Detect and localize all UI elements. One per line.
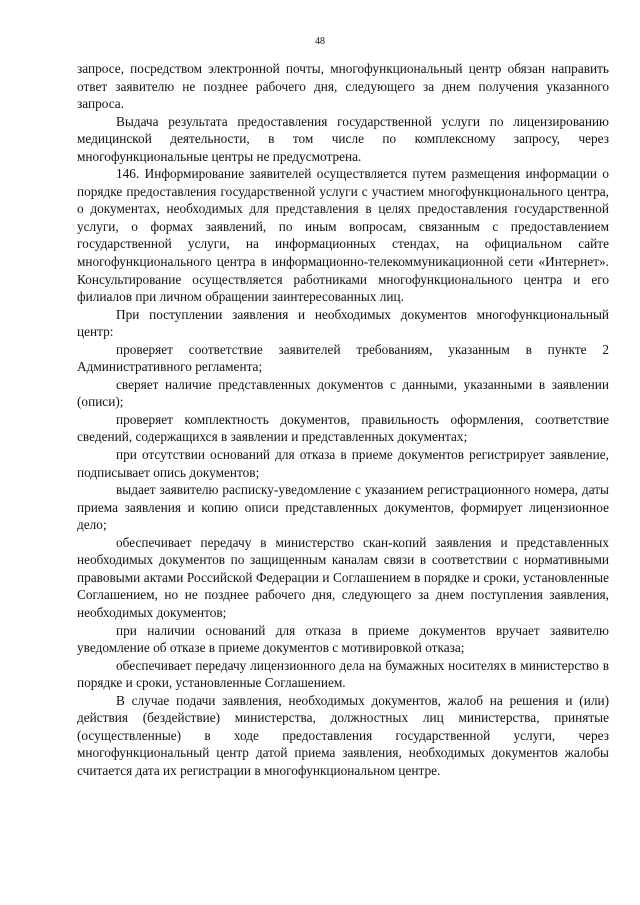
list-item-checks-compliance: проверяет соответствие заявителей требованиям, указанным в пункте 2 Административного регламента; [77, 341, 609, 375]
paragraph-item-146: 146. Информирование заявителей осуществляется путем размещения информации о порядке предоставления государственной услуги с участием многофункционального центра, о документах, необходимых для представления в целях предоставления государственной услуги, о формах заявлений, по иным вопросам, связанным с предоставлением государственной услуги, на информационных стендах, на официальном сайте многофункционального центра в информационно-телекоммуникационной сети «Интернет». Консультирование осуществляется работниками многофункционального центра и его филиалов при личном обращении заинтересованных лиц. [77, 166, 609, 305]
list-item-issues-receipt: выдает заявителю расписку-уведомление с указанием регистрационного номера, даты приема заявления и копию описи представленных документов, формирует лицензионное дело; [77, 482, 609, 533]
document-body [77, 60, 609, 779]
page-number: 48 [315, 36, 325, 47]
list-item-registers-application: при отсутствии оснований для отказа в приеме документов регистрирует заявление, подписывает опись документов; [77, 447, 609, 480]
paragraph-continuation: запросе, посредством электронной почты, многофункциональный центр обязан направить ответ заявителю не позднее рабочего дня, следующего за днем получения указанного запроса. [77, 61, 609, 112]
list-item-transfers-paper-file: обеспечивает передачу лицензионного дела на бумажных носителях в министерство в порядке и сроки, установленные Соглашением. [77, 657, 609, 691]
list-item-transfers-scans: обеспечивает передачу в министерство скан-копий заявления и представленных необходимых документов по защищенным каналам связи в соответствии с нормативными правовыми актами Российской Федерации и Соглашением в порядке и сроки, установленные Соглашением, но не позднее рабочего дня, следующего за днем поступления заявления, необходимых документов; [77, 534, 609, 620]
list-item-checks-completeness: проверяет комплектность документов, правильность оформления, соответствие сведений, содержащихся в заявлении и представленных документах; [77, 411, 609, 445]
paragraph-application-date: В случае подачи заявления, необходимых документов, жалоб на решения и (или) действия (бездействие) министерства, должностных лиц министерства, принятые (осуществленные) в ходе предоставления государственной услуги, через многофункциональный центр датой приема заявления, необходимых документов жалобы считается дата их регистрации в многофункциональном центре. [77, 692, 609, 778]
list-item-verifies-documents: сверяет наличие представленных документов с данными, указанными в заявлении (описи); [77, 376, 609, 410]
paragraph-issuance-result: Выдача результата предоставления государственной услуги по лицензированию медицинской деятельности, в том числе по комплексному запросу, через многофункциональные центры не предусмотрена. [77, 113, 609, 164]
paragraph-receipt-intro: При поступлении заявления и необходимых документов многофункциональный центр: [77, 306, 609, 340]
list-item-refusal-notice: при наличии оснований для отказа в приеме документов вручает заявителю уведомление об отказе в приеме документов с мотивировкой отказа; [77, 622, 609, 656]
